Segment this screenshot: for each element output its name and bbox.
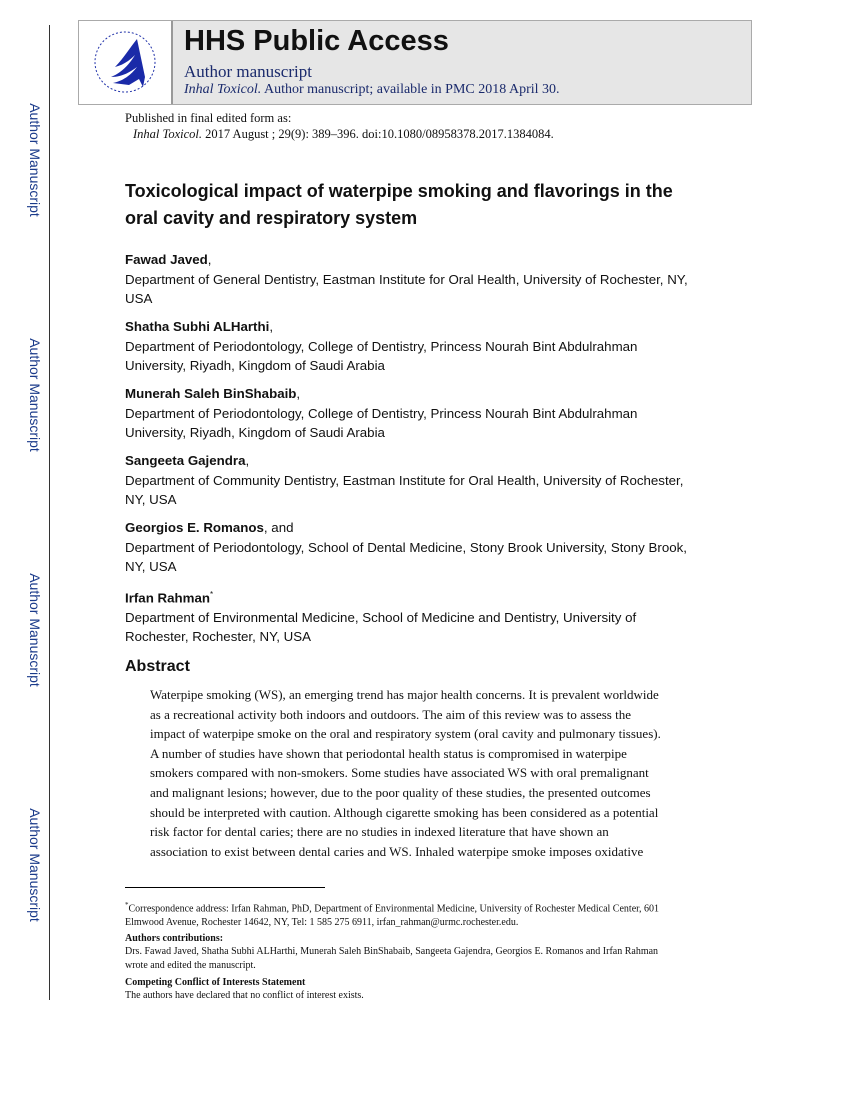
author-entry <box>125 585 745 647</box>
contrib-line: Drs. Fawad Javed, Shatha Subhi ALHarthi, Munerah Saleh BinShabaib, Sangeeta Gajendra, Georgios E. Romanos and Irfan Rahman <box>125 946 659 958</box>
affiliation-line: NY, USA <box>125 492 177 507</box>
author-name[interactable]: Shatha Subhi ALHarthi <box>125 319 270 334</box>
affiliation-line: Rochester, Rochester, NY, USA <box>125 629 311 645</box>
published-info <box>125 110 554 142</box>
author-name-line <box>125 317 745 337</box>
author-suffix: , and <box>263 520 294 535</box>
author-name-line <box>125 384 745 404</box>
title-line: oral cavity and respiratory system <box>125 208 418 228</box>
coi-heading: Competing Conflict of Interests Statement <box>125 976 306 988</box>
abstract-text <box>150 685 661 861</box>
contrib-text <box>125 945 725 972</box>
contrib-heading: Authors contributions: <box>125 932 224 944</box>
affiliation-line: USA <box>125 291 153 306</box>
abstract-line: A number of studies have shown that periodontal health status is compromised in waterpipe <box>150 745 627 761</box>
author-entry <box>125 250 745 309</box>
header-subtitle: Author manuscript <box>184 62 312 81</box>
abstract-line: and malignant lesions; however, due to the poor quality of these studies, the presented outcomes <box>150 784 651 800</box>
article-title <box>125 178 745 232</box>
author-name[interactable]: Munerah Saleh BinShabaib <box>125 386 297 401</box>
sidebar-label: Author Manuscript <box>27 338 43 452</box>
hhs-header <box>78 20 752 105</box>
author-name[interactable]: Georgios E. Romanos <box>125 520 264 535</box>
author-entry <box>125 384 745 443</box>
affiliation-line: Department of General Dentistry, Eastman Institute for Oral Health, University of Rochester, NY, <box>125 271 688 287</box>
coi-text: The authors have declared that no conflict of interest exists. <box>125 990 364 1002</box>
affiliation-line: Department of Environmental Medicine, School of Medicine and Dentistry, University of <box>125 609 637 625</box>
abstract-line: association to exist between dental caries and WS. Inhaled waterpipe smoke imposes oxidative <box>150 843 644 859</box>
affiliation-line: Department of Community Dentistry, Eastman Institute for Oral Health, University of Rochester, <box>125 472 684 488</box>
journal-name: Inhal Toxicol. <box>184 82 262 97</box>
citation[interactable]: 2017 August ; 29(9): 389–396. doi:10.1080/08958378.2017.1384084. <box>205 127 554 141</box>
hhs-logo-icon <box>79 21 173 104</box>
author-name-line <box>125 250 745 270</box>
abstract-line: should be interpreted with caution. Although cigarette smoking has been considered as a potential <box>150 804 659 820</box>
title-line: Toxicological impact of waterpipe smoking and flavorings in the <box>125 181 673 201</box>
availability-line <box>184 82 560 98</box>
affiliation-line: Department of Periodontology, College of Dentistry, Princess Nourah Bint Abdulrahman <box>125 338 638 354</box>
journal-name: Inhal Toxicol. <box>133 127 202 141</box>
author-suffix: * <box>209 590 214 599</box>
affiliation-line: Department of Periodontology, School of Dental Medicine, Stony Brook University, Stony Brook, <box>125 539 687 555</box>
abstract-heading: Abstract <box>125 658 190 675</box>
footnotes <box>125 899 725 1002</box>
affiliation-line: NY, USA <box>125 559 177 574</box>
hhs-title: HHS Public Access <box>184 25 449 57</box>
sidebar-label: Author Manuscript <box>27 103 43 217</box>
author-name-line <box>125 518 745 538</box>
author-name[interactable]: Fawad Javed <box>125 252 208 267</box>
author-name[interactable]: Irfan Rahman <box>125 590 210 606</box>
correspondence <box>125 899 725 929</box>
abstract-line: Waterpipe smoking (WS), an emerging trend has major health concerns. It is prevalent worldwide <box>150 687 659 702</box>
published-label: Published in final edited form as: <box>125 111 292 125</box>
sidebar-divider <box>49 25 50 1000</box>
author-name[interactable]: Sangeeta Gajendra <box>125 453 246 468</box>
footnote-divider <box>125 887 325 888</box>
footnote-marker: * <box>125 901 129 909</box>
correspondence-line: Correspondence address: Irfan Rahman, PhD, Department of Environmental Medicine, University of Rochester Medical Center, 601 <box>128 903 660 915</box>
author-name-line <box>125 585 745 608</box>
author-entry <box>125 518 745 577</box>
author-name-line <box>125 451 745 471</box>
contrib-line: wrote and edited the manuscript. <box>125 959 256 971</box>
abstract-line: impact of waterpipe smoke on the oral and respiratory system (oral cavity and pulmonary tissues). <box>150 726 661 742</box>
affiliation-line: University, Riyadh, Kingdom of Saudi Arabia <box>125 425 385 440</box>
author-suffix: , <box>269 319 274 334</box>
author-suffix: , <box>207 252 212 267</box>
availability-text: Author manuscript; available in PMC 2018 April 30. <box>264 82 560 97</box>
abstract-line: risk factor for dental caries; there are no studies in indexed literature that have shown an <box>150 824 609 840</box>
author-suffix: , <box>296 386 301 401</box>
affiliation-line: University, Riyadh, Kingdom of Saudi Arabia <box>125 358 385 373</box>
abstract-line: as a recreational activity both indoors and outdoors. The aim of this review was to assess the <box>150 706 631 722</box>
abstract-line: smokers compared with non-smokers. Some studies have associated WS with oral premalignant <box>150 765 649 781</box>
correspondence-line: Elmwood Avenue, Rochester 14642, NY, Tel: 1 585 275 6911, irfan_rahman@urmc.rochester.edu. <box>125 916 519 928</box>
author-entry <box>125 451 745 510</box>
author-suffix: , <box>245 453 250 468</box>
sidebar-label: Author Manuscript <box>27 573 43 687</box>
author-entry <box>125 317 745 376</box>
sidebar-label: Author Manuscript <box>27 808 43 922</box>
affiliation-line: Department of Periodontology, College of Dentistry, Princess Nourah Bint Abdulrahman <box>125 405 638 421</box>
